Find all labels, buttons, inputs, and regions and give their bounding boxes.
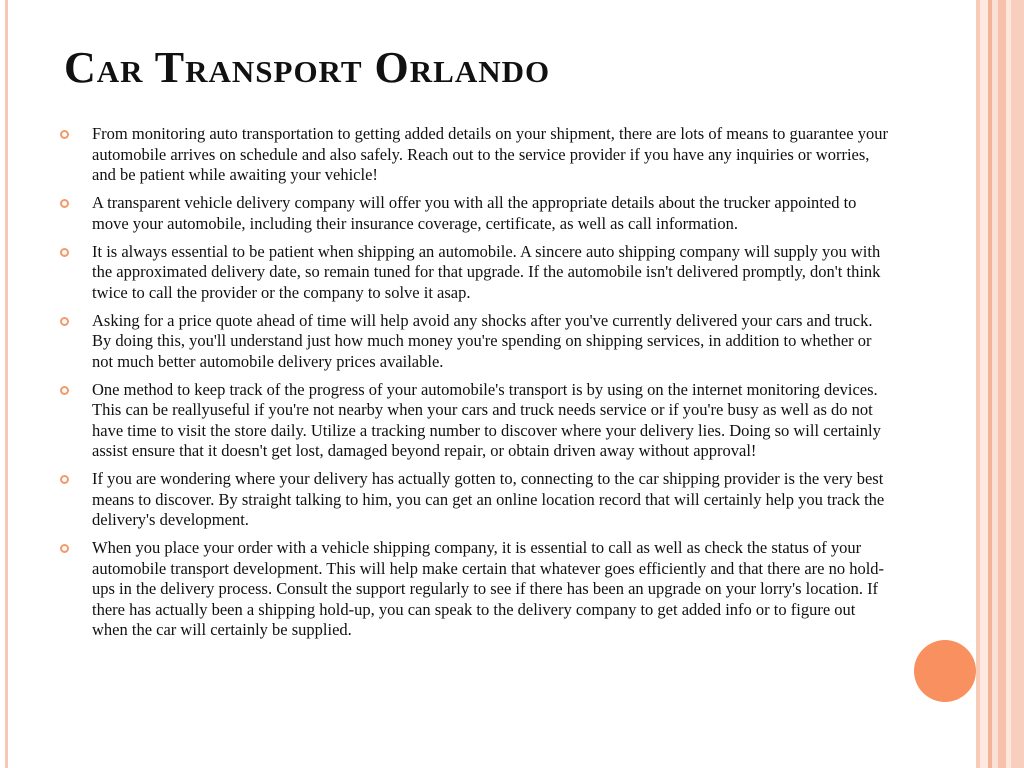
bullet-text: From monitoring auto transportation to getting added details on your shipment, there are lots of means to guarantee your automobile arrives on schedule and also safely. Reach out to the service provider if you have any inquiries or worries, and be patient while awaiting your vehicle! xyxy=(92,124,888,184)
circle-bullet-icon xyxy=(60,248,69,257)
bullet-text: Asking for a price quote ahead of time will help avoid any shocks after you've currently delivered your cars and truck. By doing this, you'll understand just how much money you're spending on shipping services, in addition to whether or not much better automobile delivery prices available. xyxy=(92,310,873,371)
bullet-item xyxy=(60,193,890,234)
bullet-text: One method to keep track of the progress of your automobile's transport is by using on the internet monitoring devices. This can be reallyuseful if you're not nearby when your cars and truck needs service or if you're busy as well as do not have time to visit the store daily. Utilize a tracking number to discover where your delivery lies. Doing so will certainly assist ensure that it doesn't get lost, damaged beyond repair, or obtain driven away without approval! xyxy=(92,379,881,460)
bullet-item xyxy=(60,242,890,304)
bullet-item xyxy=(60,124,890,186)
bullet-text: A transparent vehicle delivery company will offer you with all the appropriate details about the trucker appointed to move your automobile, including their insurance coverage, certificate, as well as call information. xyxy=(92,193,857,233)
bullet-item xyxy=(60,538,890,641)
circle-bullet-icon xyxy=(60,199,69,208)
circle-bullet-icon xyxy=(60,475,69,484)
slide-title: Car Transport Orlando xyxy=(64,43,551,92)
circle-bullet-icon xyxy=(60,317,69,326)
bullet-item xyxy=(60,380,890,462)
bullet-text: It is always essential to be patient when shipping an automobile. A sincere auto shipping company will supply you with the approximated delivery date, so remain tuned for that upgrade. If the automobile isn't delivered promptly, don't think twice to call the provider or the company to solve it asap. xyxy=(92,241,881,302)
left-border-rule xyxy=(5,0,8,768)
accent-circle xyxy=(914,640,976,702)
bullet-item xyxy=(60,311,890,373)
circle-bullet-icon xyxy=(60,130,69,139)
bullet-list xyxy=(60,124,890,648)
bullet-text: If you are wondering where your delivery has actually gotten to, connecting to the car shipping provider is the very best means to discover. By straight talking to him, you can get an online location record that will certainly help you track the delivery's development. xyxy=(92,469,885,529)
circle-bullet-icon xyxy=(60,386,69,395)
decorative-stripe xyxy=(998,0,1006,768)
bullet-text: When you place your order with a vehicle shipping company, it is essential to call as well as check the status of your automobile transport development. This will help make certain that whatever goes efficiently and that there are no hold-ups in the delivery process. Consult the support regularly to see if there has been an upgrade on your lorry's location. If there has actually been a shipping hold-up, you can speak to the delivery company to get added info or to figure out when the car will certainly be supplied. xyxy=(92,538,885,639)
bullet-item xyxy=(60,469,890,531)
decorative-stripe xyxy=(1011,0,1024,768)
circle-bullet-icon xyxy=(60,544,69,553)
decorative-stripe xyxy=(980,0,988,768)
